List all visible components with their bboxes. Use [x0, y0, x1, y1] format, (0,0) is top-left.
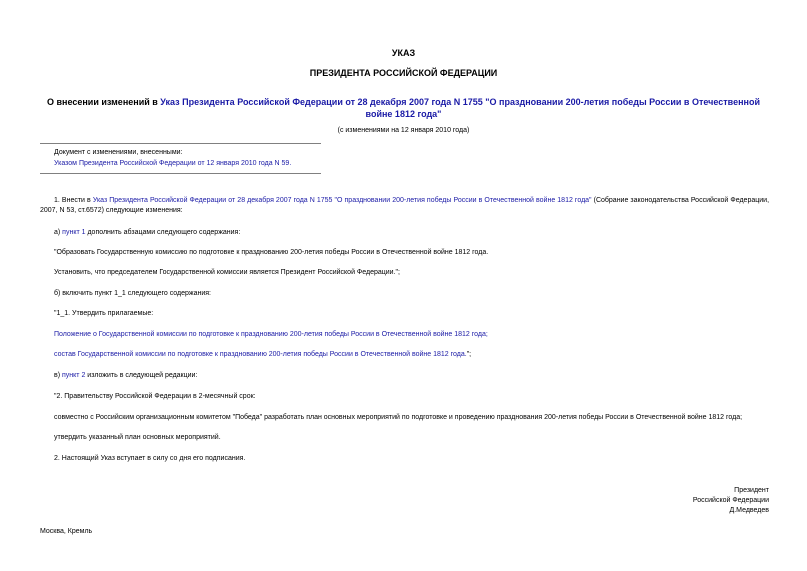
signature-line-2: Российской Федерации [692, 497, 769, 504]
item-c-quote-3: утвердить указанный план основных мероприятий. [54, 434, 221, 441]
changes-box [54, 147, 291, 169]
item-b: б) включить пункт 1_1 следующего содержания: [54, 290, 211, 297]
item-c-link[interactable]: пункт 2 [62, 372, 86, 379]
item-a-link[interactable]: пункт 1 [62, 229, 86, 236]
item-b-quote: "1_1. Утвердить прилагаемые: [54, 310, 154, 317]
paragraph-1 [40, 196, 769, 216]
heading-prefix: О внесении изменений в [47, 97, 161, 107]
item-c-suffix: изложить в следующей редакции: [85, 372, 198, 379]
item-b-link-2[interactable]: состав Государственной комиссии по подготовке к празднованию 200-летия победы России в Отечественной войне 1812 года. [54, 351, 467, 358]
amended-note: (с изменениями на 12 января 2010 года) [337, 127, 470, 134]
item-c-quote-2: совместно с Российским организационным комитетом "Победа" разработать план основных мероприятий по подготовке и проведению празднования 200-летия победы России в Отечественной войне 1812 года; [54, 414, 743, 421]
document-subtitle: ПРЕЗИДЕНТА РОССИЙСКОЙ ФЕДЕРАЦИИ [309, 68, 498, 78]
item-b-line-2 [54, 350, 769, 360]
item-c-prefix: в) [54, 372, 62, 379]
p1-prefix: 1. Внести в [54, 197, 93, 204]
divider-bottom [40, 173, 321, 174]
item-a [54, 228, 769, 238]
changes-label: Документ с изменениями, внесенными: [54, 149, 183, 156]
document-heading [40, 96, 767, 120]
item-b-link-2-tail: "; [466, 351, 472, 358]
place-of-signing: Москва, Кремль [40, 528, 93, 535]
changes-link[interactable]: Указом Президента Российской Федерации от 12 января 2010 года N 59. [54, 160, 292, 167]
signature-line-3: Д.Медведев [729, 507, 769, 514]
item-c-quote-1: "2. Правительству Российской Федерации в 2-месячный срок: [54, 393, 256, 400]
divider-top [40, 143, 321, 144]
paragraph-2: 2. Настоящий Указ вступает в силу со дня его подписания. [54, 455, 246, 462]
heading-link[interactable]: Указ Президента Российской Федерации от 28 декабря 2007 года N 1755 "О праздновании 200-летия победы России в Отечественной войне 1812 года" [160, 97, 760, 119]
p1-link[interactable]: Указ Президента Российской Федерации от 28 декабря 2007 года N 1755 "О праздновании 200-летия победы России в Отечественной войне 1812 года" [92, 197, 592, 204]
item-a-suffix: дополнить абзацами следующего содержания: [85, 229, 241, 236]
signature-line-1: Президент [734, 487, 769, 494]
item-a-prefix: а) [54, 229, 63, 236]
signature-block [693, 486, 769, 516]
document-title: УКАЗ [391, 48, 416, 58]
item-b-link-1[interactable]: Положение о Государственной комиссии по подготовке к празднованию 200-летия победы России в Отечественной войне 1812 года; [54, 331, 488, 338]
item-a-quote-2: Установить, что председателем Государственной комиссии является Президент Российской Федерации."; [54, 269, 400, 276]
p1-suffix: (Собрание законодательства Российской Федерации, 2007, N 53, ст.6572) следующие изменения: [40, 197, 770, 214]
item-a-quote-1: "Образовать Государственную комиссию по подготовке к празднованию 200-летия победы России в Отечественной войне 1812 года. [54, 249, 489, 256]
item-c [54, 371, 769, 381]
